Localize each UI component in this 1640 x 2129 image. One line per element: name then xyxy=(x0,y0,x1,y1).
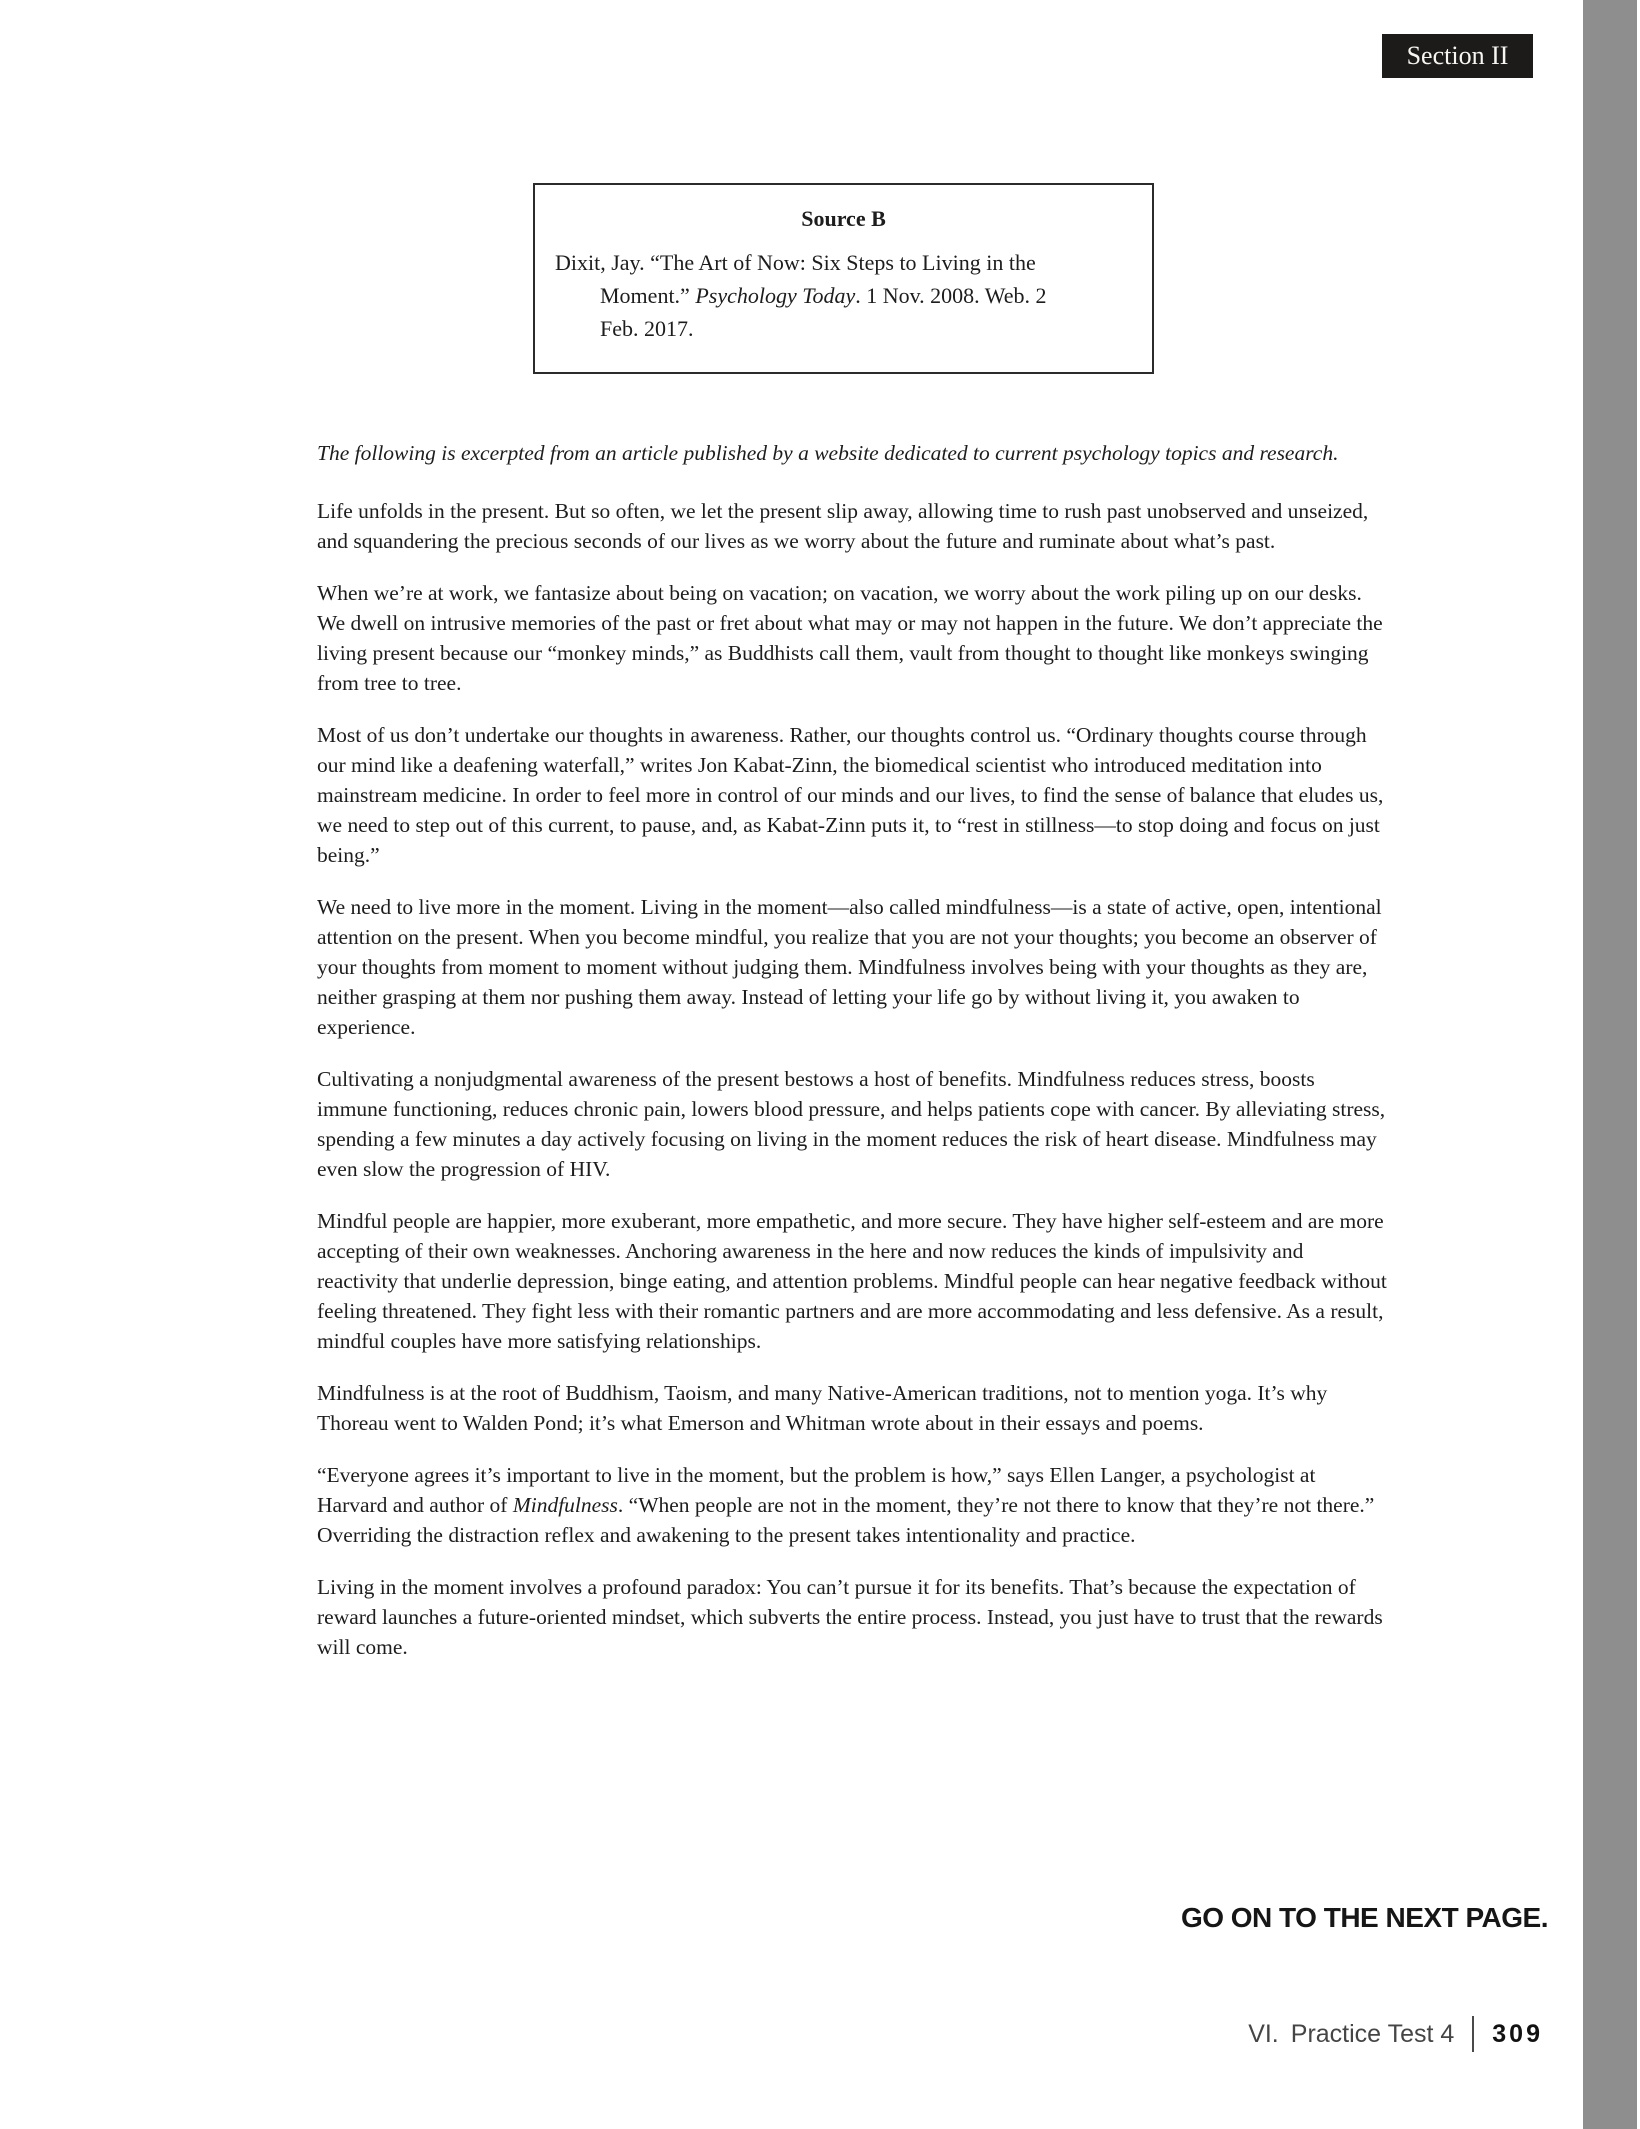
source-title: Source B xyxy=(801,206,886,231)
section-tab xyxy=(1382,34,1533,78)
footer-book-section: VI. xyxy=(1248,2019,1279,2048)
paragraph-8-start: “Everyone agrees it’s important to live in the moment, but the problem is how,” says Ellen Langer, a psychologist at Harvard and author of xyxy=(317,1463,1316,1517)
citation-journal-title: Psychology Today xyxy=(695,283,856,308)
article-body xyxy=(317,438,1389,1684)
go-on-instruction: GO ON TO THE NEXT PAGE. xyxy=(1180,1902,1548,1933)
paragraph-4: We need to live more in the moment. Living in the moment—also called mindfulness—is a state of active, open, intentional attention on the present. When you become mindful, you realize that you are not your thoughts; you become an observer of your thoughts from moment to moment without judging them. Mindfulness involves being with your thoughts as they are, neither grasping at them nor pushing them away. Instead of letting your life go by without living it, you awaken to experience. xyxy=(317,895,1382,1039)
paragraph-8-book-title: Mindfulness xyxy=(512,1493,618,1517)
article-intro: The following is excerpted from an article published by a website dedicated to current psychology topics and research. xyxy=(317,441,1339,465)
footer-divider xyxy=(1472,2016,1474,2052)
footer-chapter: Practice Test 4 xyxy=(1290,2019,1455,2048)
paragraph-9: Living in the moment involves a profound paradox: You can’t pursue it for its benefits. That’s because the expectation of reward launches a future-oriented mindset, which subverts the entire process. Instead, you just have to trust that the rewards will come. xyxy=(317,1575,1383,1659)
source-box xyxy=(533,183,1154,374)
section-label: Section II xyxy=(1406,41,1509,70)
source-citation xyxy=(555,246,1082,345)
paragraph-3: Most of us don’t undertake our thoughts in awareness. Rather, our thoughts control us. “Ordinary thoughts course through our mind like a deafening waterfall,” writes Jon Kabat-Zinn, the biomedical scientist who introduced meditation into mainstream medicine. In order to feel more in control of our minds and our lives, to find the sense of balance that eludes us, we need to step out of this current, to pause, and, as Kabat-Zinn puts it, to “rest in stillness—to stop doing and focus on just being.” xyxy=(317,723,1384,867)
page-edge-bar xyxy=(1583,0,1637,2129)
paragraph-6: Mindful people are happier, more exuberant, more empathetic, and more secure. They have higher self-esteem and are more accepting of their own weaknesses. Anchoring awareness in the here and now reduces the kinds of impulsivity and reactivity that underlie depression, binge eating, and attention problems. Mindful people can hear negative feedback without feeling threatened. They fight less with their romantic partners and are more accommodating and less defensive. As a result, mindful couples have more satisfying relationships. xyxy=(317,1209,1387,1353)
paragraph-2: When we’re at work, we fantasize about being on vacation; on vacation, we worry about the work piling up on our desks. We dwell on intrusive memories of the past or fret about what may or may not happen in the future. We don’t appreciate the living present because our “monkey minds,” as Buddhists call them, vault from thought to thought like monkeys swinging from tree to tree. xyxy=(317,581,1383,695)
paragraph-1: Life unfolds in the present. But so often, we let the present slip away, allowing time to rush past unobserved and unseized, and squandering the precious seconds of our lives as we worry about the future and ruminate about what’s past. xyxy=(317,499,1369,553)
paragraph-8-end: . “When people are not in the moment, they’re not there to know that they’re not there.” Overriding the distraction reflex and awakening to the present takes intentionality and practice. xyxy=(317,1493,1375,1547)
citation-text-end: . 1 Nov. 2008. Web. 2 Feb. 2017. xyxy=(600,283,1047,341)
page-number: 309 xyxy=(1492,2019,1543,2048)
citation-text-start: Dixit, Jay. “The Art of Now: Six Steps to Living in the Moment.” xyxy=(555,250,1036,308)
paragraph-8 xyxy=(317,1460,1389,1550)
page-footer xyxy=(1248,2016,1543,2052)
paragraph-7: Mindfulness is at the root of Buddhism, Taoism, and many Native-American traditions, not to mention yoga. It’s why Thoreau went to Walden Pond; it’s what Emerson and Whitman wrote about in their essays and poems. xyxy=(317,1381,1328,1435)
paragraph-5: Cultivating a nonjudgmental awareness of the present bestows a host of benefits. Mindfulness reduces stress, boosts immune functioning, reduces chronic pain, lowers blood pressure, and helps patients cope with cancer. By alleviating stress, spending a few minutes a day actively focusing on living in the moment reduces the risk of heart disease. Mindfulness may even slow the progression of HIV. xyxy=(317,1067,1386,1181)
